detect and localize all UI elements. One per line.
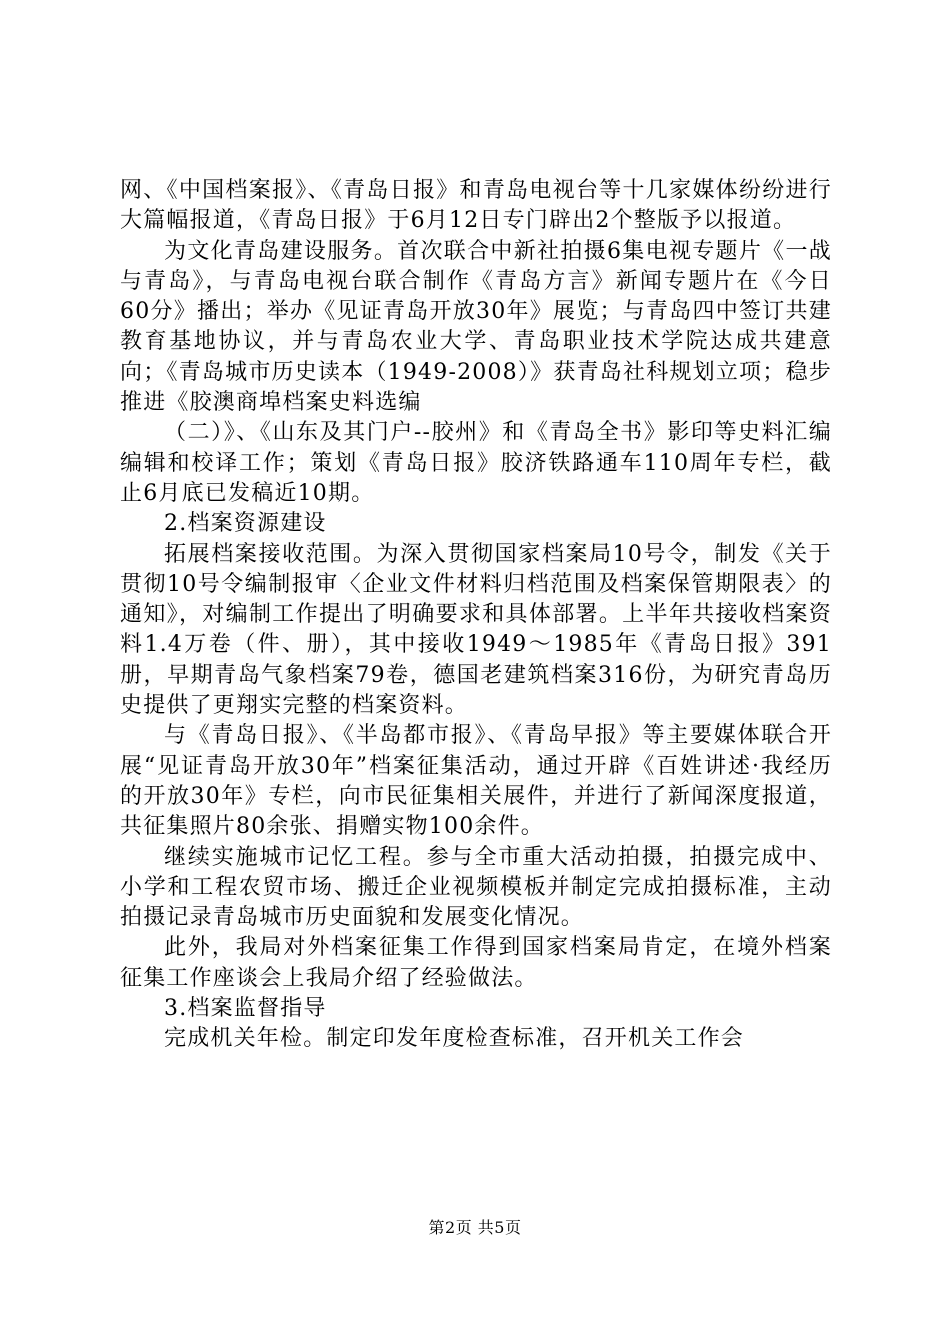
paragraph-archive-intake: 拓展档案接收范围。为深入贯彻国家档案局10号令，制发《关于贯彻10号令编制报审〈企业文件材料归档范围及档案保管期限表〉的通知》，对编制工作提出了明确要求和具体部署。上半年共接收档案资料1.4万卷（件、册），其中接收1949～1985年《青岛日报》391册，早期青岛气象档案79卷，德国老建筑档案316份，为研究青岛历史提供了更翔实完整的档案资料。 [120, 541, 832, 719]
paragraph-collection-campaign: 与《青岛日报》、《半岛都市报》、《青岛早报》等主要媒体联合开展“见证青岛开放30年”档案征集活动，通过开辟《百姓讲述·我经历的开放30年》专栏，向市民征集相关展件，并进行了新闻深度报道，共征集照片80余张、捐赠实物100余件。 [120, 723, 832, 840]
body-text [120, 176, 832, 1055]
paragraph-culture-service: 为文化青岛建设服务。首次联合中新社拍摄6集电视专题片《一战与青岛》，与青岛电视台联合制作《青岛方言》新闻专题片在《今日60分》播出；举办《见证青岛开放30年》展览；与青岛四中签订共建教育基地协议，并与青岛农业大学、青岛职业技术学院达成共建意向；《青岛城市历史读本（1949-2008）》获青岛社科规划立项；稳步推进《胶澳商埠档案史料选编 [120, 238, 832, 416]
paragraph-overseas-collection: 此外，我局对外档案征集工作得到国家档案局肯定，在境外档案征集工作座谈会上我局介绍了经验做法。 [120, 935, 832, 991]
paragraph-annual-inspection: 完成机关年检。制定印发年度检查标准，召开机关工作会 [164, 1026, 745, 1052]
paragraph-city-memory: 继续实施城市记忆工程。参与全市重大活动拍摄，拍摄完成中、小学和工程农贸市场、搬迁企业视频模板并制定完成拍摄标准，主动拍摄记录青岛城市历史面貌和发展变化情况。 [120, 844, 832, 931]
section-heading-resources: 2.档案资源建设 [164, 511, 327, 537]
paragraph-media-coverage: 网、《中国档案报》、《青岛日报》和青岛电视台等十几家媒体纷纷进行大篇幅报道，《青岛日报》于6月12日专门辟出2个整版予以报道。 [120, 178, 832, 234]
section-heading-supervision: 3.档案监督指导 [164, 996, 327, 1022]
page-footer: 第2页 共5页 [428, 1218, 522, 1237]
paragraph-compilation-work: （二）》、《山东及其门户--胶州》和《青岛全书》影印等史料汇编编辑和校译工作；策划《青岛日报》胶济铁路通车110周年专栏，截止6月底已发稿近10期。 [120, 420, 832, 506]
